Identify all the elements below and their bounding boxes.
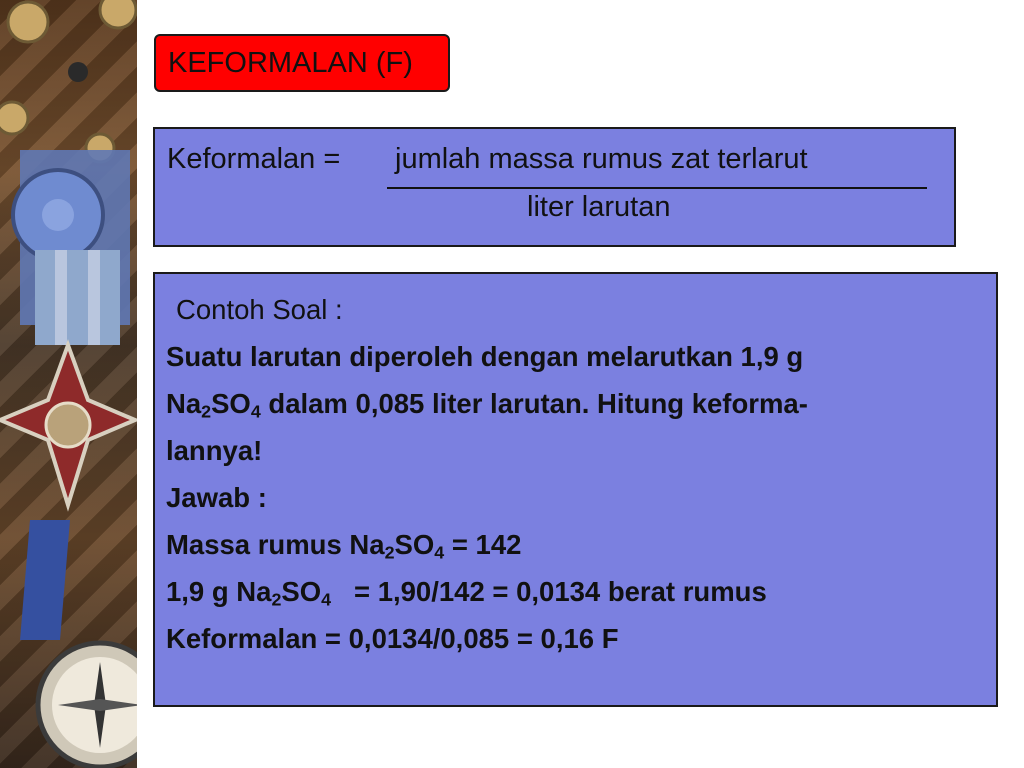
answer-label: Jawab : (166, 482, 267, 513)
problem-line-2-mid: SO (211, 388, 251, 419)
problem-line-2 (166, 380, 986, 427)
problem-line-2-sub-2: 4 (250, 401, 261, 422)
step-1-post: = 142 (444, 529, 522, 560)
step-1-pre: Massa rumus Na (166, 529, 385, 560)
step-2-sub-1: 2 (271, 589, 282, 610)
medal-collage-image (0, 0, 137, 768)
step-2-pre: 1,9 g Na (166, 576, 272, 607)
problem-line-3: lannya! (166, 435, 263, 466)
step-2-mid: SO (281, 576, 322, 607)
formula-denominator: liter larutan (527, 191, 671, 223)
example-heading: Contoh Soal : (176, 294, 343, 325)
step-1-sub-1: 2 (384, 542, 395, 563)
example-problem-box (153, 272, 998, 707)
problem-line-2-post: dalam 0,085 liter larutan. Hitung keforma- (260, 388, 808, 419)
slide-title (154, 34, 450, 92)
problem-line-2-pre: Na (166, 388, 202, 419)
step-3: Keformalan = 0,0134/0,085 = 0,16 F (166, 623, 619, 654)
fraction-bar (387, 187, 927, 189)
step-2-post: = 1,90/142 = 0,0134 berat rumus (331, 576, 767, 607)
step-1 (166, 521, 986, 568)
decorative-medal-collage (0, 0, 137, 768)
problem-line-2-sub-1: 2 (201, 401, 212, 422)
formula-box (153, 127, 956, 247)
step-1-mid: SO (394, 529, 435, 560)
problem-line-1: Suatu larutan diperoleh dengan melarutkan 1,9 g (166, 341, 804, 372)
step-2-sub-2: 4 (321, 589, 332, 610)
formula-lhs: Keformalan = (167, 143, 341, 175)
slide-title-text: KEFORMALAN (F) (168, 46, 413, 79)
formula-numerator: jumlah massa rumus zat terlarut (395, 143, 808, 175)
step-2 (166, 568, 986, 615)
step-1-sub-2: 4 (434, 542, 445, 563)
